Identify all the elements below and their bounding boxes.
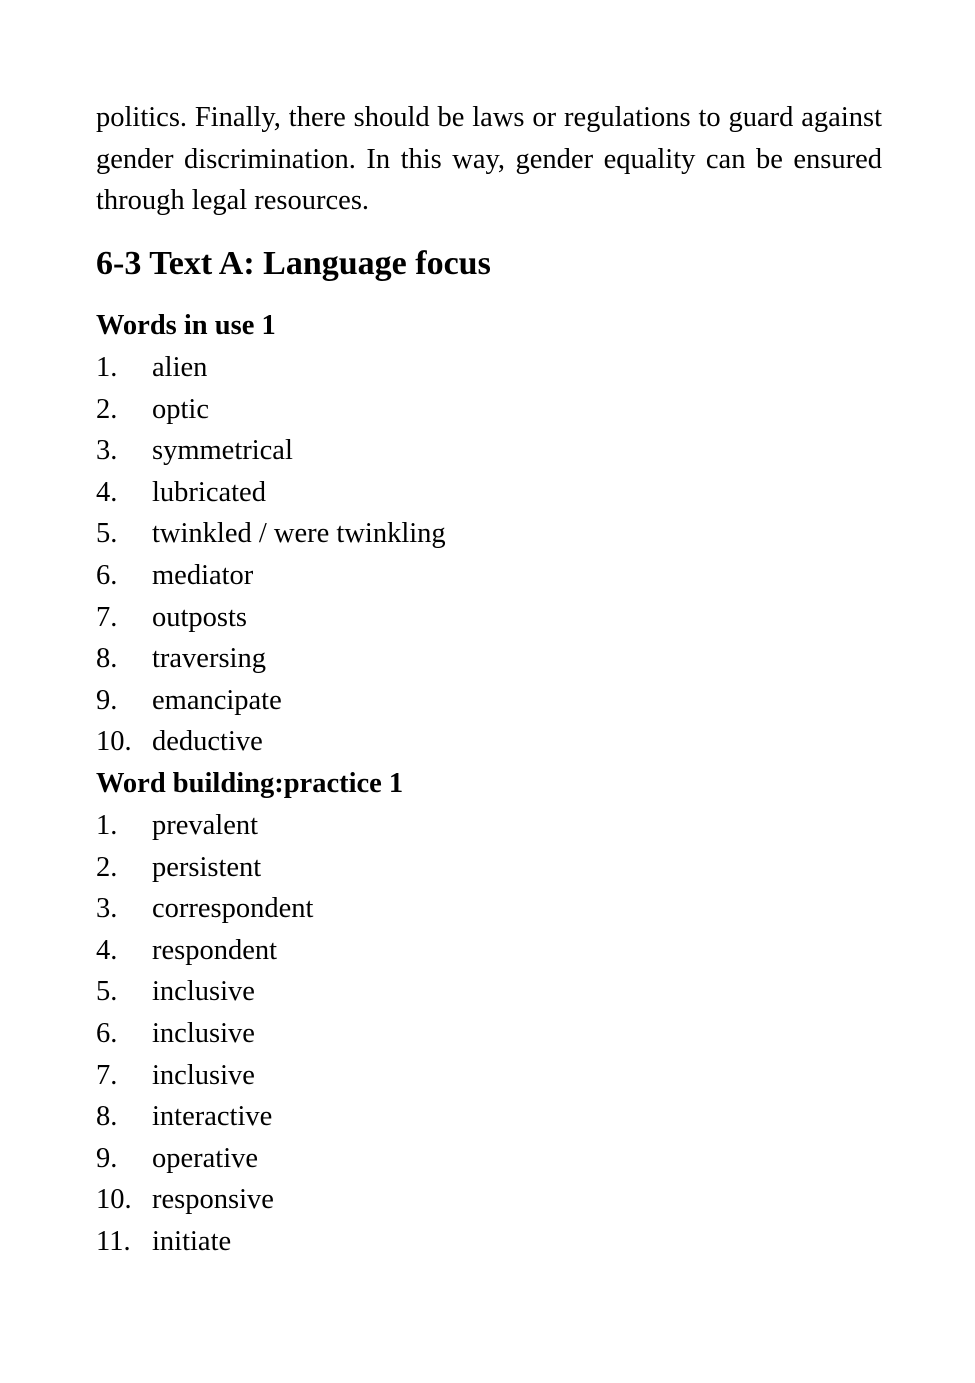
item-answer: interactive xyxy=(152,1101,273,1133)
item-answer: alien xyxy=(152,352,208,383)
word-building-list xyxy=(96,805,313,1263)
list-item xyxy=(96,597,446,639)
item-answer: prevalent xyxy=(152,810,259,841)
item-number: 2. xyxy=(96,393,118,425)
list-item xyxy=(96,1179,313,1221)
item-answer: symmetrical xyxy=(152,435,293,467)
item-answer: emancipate xyxy=(152,684,282,716)
item-number: 7. xyxy=(96,601,118,633)
list-item xyxy=(96,555,446,597)
list-item xyxy=(96,680,446,722)
list-item xyxy=(96,1138,313,1180)
words-in-use-list xyxy=(96,347,446,763)
item-number: 3. xyxy=(96,893,118,925)
item-number: 2. xyxy=(96,851,118,883)
item-answer: initiate xyxy=(152,1225,232,1257)
list-item xyxy=(96,1055,313,1097)
item-answer: respondent xyxy=(152,934,278,966)
item-answer: lubricated xyxy=(152,476,266,508)
list-item xyxy=(96,1221,313,1263)
item-answer: optic xyxy=(152,393,209,425)
list-item xyxy=(96,971,313,1013)
item-number: 8. xyxy=(96,1101,118,1133)
word-building-heading: Word building:practice 1 xyxy=(96,768,404,799)
item-answer: correspondent xyxy=(152,893,314,925)
item-number: 1. xyxy=(96,810,118,841)
list-item xyxy=(96,847,313,889)
item-number: 9. xyxy=(96,684,118,716)
item-number: 8. xyxy=(96,643,118,675)
list-item xyxy=(96,638,446,680)
list-item xyxy=(96,347,446,389)
item-answer: persistent xyxy=(152,851,262,883)
item-number: 4. xyxy=(96,476,118,508)
section-title: 6-3 Text A: Language focus xyxy=(96,245,491,282)
list-item xyxy=(96,721,446,763)
list-item xyxy=(96,389,446,431)
list-item xyxy=(96,1013,313,1055)
list-item xyxy=(96,930,313,972)
item-number: 9. xyxy=(96,1142,118,1174)
item-number: 4. xyxy=(96,934,118,966)
item-answer: inclusive xyxy=(152,1017,255,1049)
item-answer: outposts xyxy=(152,601,248,633)
item-answer: mediator xyxy=(152,559,254,591)
list-item xyxy=(96,805,313,847)
item-number: 5. xyxy=(96,976,118,1008)
list-item xyxy=(96,1096,313,1138)
words-in-use-heading: Words in use 1 xyxy=(96,310,276,341)
list-item xyxy=(96,513,446,555)
item-number: 6. xyxy=(96,559,118,591)
item-answer: inclusive xyxy=(152,976,255,1008)
list-item xyxy=(96,430,446,472)
body-paragraph: politics. Finally, there should be laws or regulations to guard against gender discrimination. In this way, gender equality can be ensured through legal resources. xyxy=(96,102,882,216)
item-number: 10. xyxy=(96,1184,132,1216)
item-number: 5. xyxy=(96,518,118,550)
item-number: 7. xyxy=(96,1059,118,1091)
item-answer: inclusive xyxy=(152,1059,255,1091)
item-answer: responsive xyxy=(152,1184,274,1216)
list-item xyxy=(96,888,313,930)
item-answer: traversing xyxy=(152,643,266,675)
item-number: 1. xyxy=(96,352,118,383)
item-number: 10. xyxy=(96,726,132,758)
item-answer: twinkled / were twinkling xyxy=(152,518,446,550)
item-answer: operative xyxy=(152,1142,259,1174)
list-item xyxy=(96,472,446,514)
item-number: 3. xyxy=(96,435,118,467)
item-number: 6. xyxy=(96,1017,118,1049)
item-answer: deductive xyxy=(152,726,263,758)
item-number: 11. xyxy=(96,1225,131,1257)
